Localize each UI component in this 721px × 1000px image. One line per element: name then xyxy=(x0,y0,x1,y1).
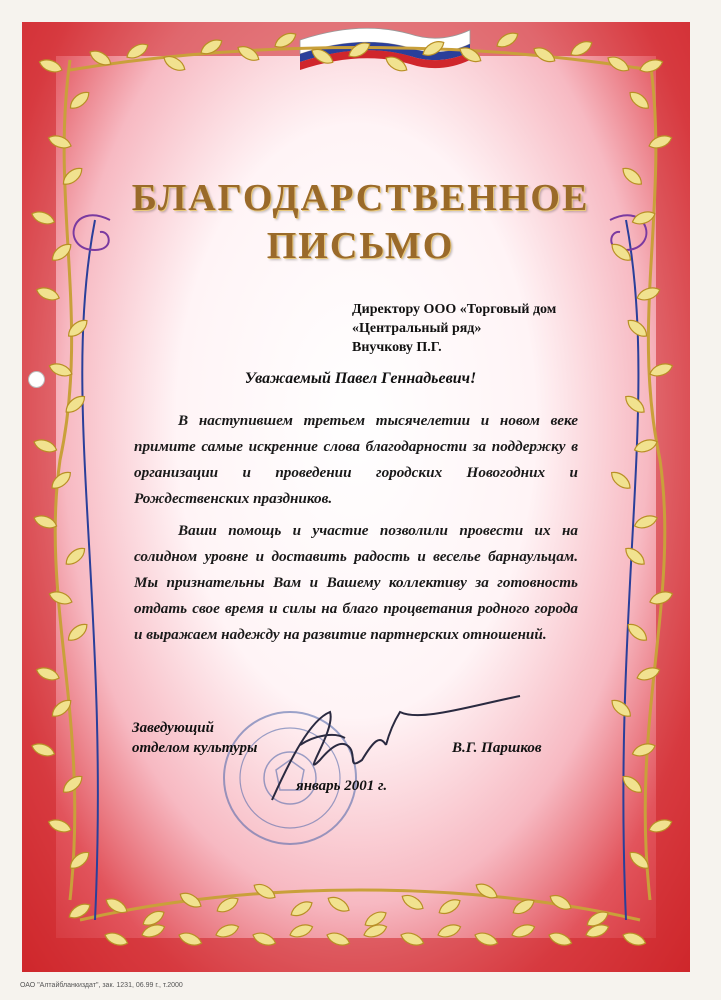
letter-date: январь 2001 г. xyxy=(296,778,388,794)
greeting: Уважаемый Павел Геннадьевич! xyxy=(244,370,477,387)
title-line-1: БЛАГОДАРСТВЕННОЕ xyxy=(131,177,590,219)
printer-imprint: ОАО "Алтайбланкиздат", зак. 1231, 06.99 г., т.2000 xyxy=(20,982,183,989)
addressee-line: Внучкову П.Г. xyxy=(352,340,442,355)
signer-position-line-2: отделом культуры xyxy=(132,740,258,756)
addressee-line: «Центральный ряд» xyxy=(352,321,482,336)
signer-name: В.Г. Паршков xyxy=(452,740,542,756)
signer-position-line-1: Заведующий xyxy=(132,720,214,736)
body-paragraph: В наступившем третьем тысячелетии и новом веке примите самые искренние слова благодарности за поддержку в организации и проведении городских Новогодних и Рождественских праздников. xyxy=(134,412,578,507)
addressee-line: Директору ООО «Торговый дом xyxy=(352,302,557,317)
body-paragraph: Ваши помощь и участие позволили провести их на солидном уровне и доставить радость и веселье барнаульцам. Мы признательны Вам и Вашему коллективу за готовность отдать свое время и силы на благо процветания родного города и выражаем надежду на развитие партнерских отношений. xyxy=(134,522,578,643)
title-line-2: ПИСЬМО xyxy=(266,225,455,267)
